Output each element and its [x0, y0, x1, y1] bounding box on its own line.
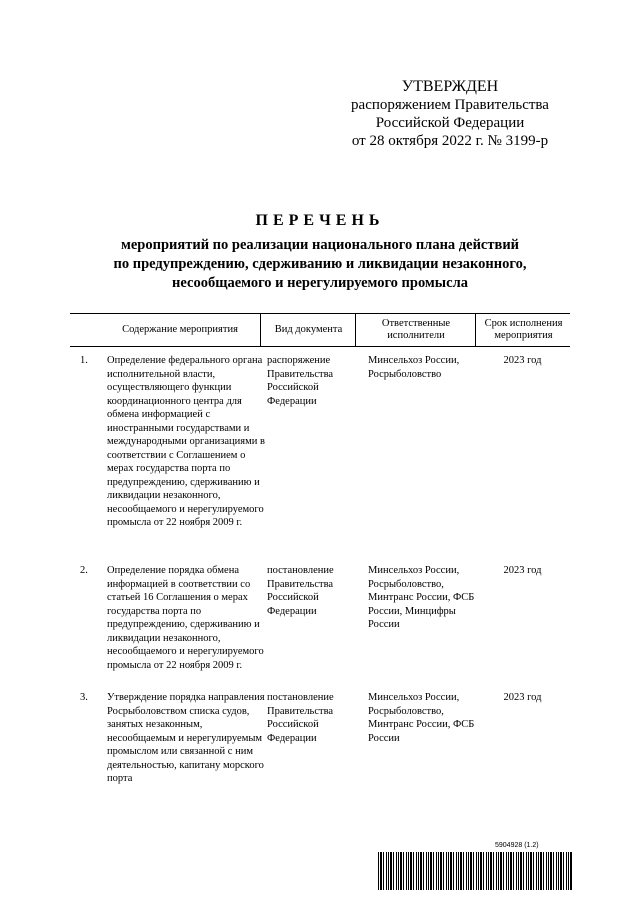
approval-line: распоряжением Правительства — [351, 97, 549, 113]
subtitle-line: несообщаемого и нерегулируемого промысла — [172, 275, 468, 291]
row-doc-type: постановление Правительства Российской Федерации — [267, 692, 334, 744]
subtitle-line: мероприятий по реализации национального плана действий — [120, 237, 520, 253]
header-resp: Ответственные исполнители — [355, 314, 476, 346]
row-doc-type: постановление Правительства Российской Федерации — [267, 565, 334, 617]
row-content: Определение порядка обмена информацией в соответствии со статьей 16 Соглашения о мерах государства порта по предупреждению, сдерживанию и ликвидации незаконного, несообщаемого и нерегулируемого промысла от 22 ноября 2009 г. — [107, 565, 264, 671]
header-deadline: Срок исполнения мероприятия — [475, 314, 571, 346]
document-title: ПЕРЕЧЕНЬ — [255, 212, 385, 229]
document-subtitle — [60, 236, 580, 293]
barcode-label: 5904928 (1.2) — [495, 842, 539, 849]
row-responsible: Минсельхоз России, Росрыболовство, Минтранс России, ФСБ России, Минцифры России — [368, 565, 475, 630]
row-doc-type: распоряжение Правительства Российской Федерации — [267, 355, 334, 407]
row-content: Определение федерального органа исполнительной власти, осуществляющего функции координационного центра для обмена информацией с иностранными государствами и международными организациями в соответствии с Соглашением о мерах государства порта по предупреждению, сдерживанию и ликвидации незаконного, несообщаемого и нерегулируемого промысла от 22 ноября 2009 г. — [107, 355, 265, 528]
table-header — [70, 313, 570, 347]
row-deadline: 2023 год — [503, 355, 542, 366]
subtitle-line: по предупреждению, сдерживанию и ликвидации незаконного, — [113, 256, 527, 272]
barcode — [378, 852, 572, 890]
approval-line: Российской Федерации — [375, 115, 525, 131]
header-doc: Вид документа — [260, 314, 356, 346]
row-number: 3. — [80, 692, 88, 703]
approval-block — [330, 78, 570, 150]
row-number: 2. — [80, 565, 88, 576]
approval-heading: УТВЕРЖДЕН — [401, 78, 499, 95]
row-responsible: Минсельхоз России, Росрыболовство, Минтранс России, ФСБ России — [368, 692, 475, 744]
row-content: Утверждение порядка направления Росрыболовством списка судов, занятых незаконным, несообщаемым и нерегулируемым промыслом или связанной с ним деятельностью, капитану морского порта — [107, 692, 265, 784]
approval-date: от 28 октября 2022 г. № 3199-р — [351, 133, 549, 149]
row-responsible: Минсельхоз России, Росрыболовство — [368, 355, 460, 380]
row-number: 1. — [80, 355, 88, 366]
row-deadline: 2023 год — [503, 692, 542, 703]
row-deadline: 2023 год — [503, 565, 542, 576]
header-content: Содержание мероприятия — [122, 324, 238, 335]
